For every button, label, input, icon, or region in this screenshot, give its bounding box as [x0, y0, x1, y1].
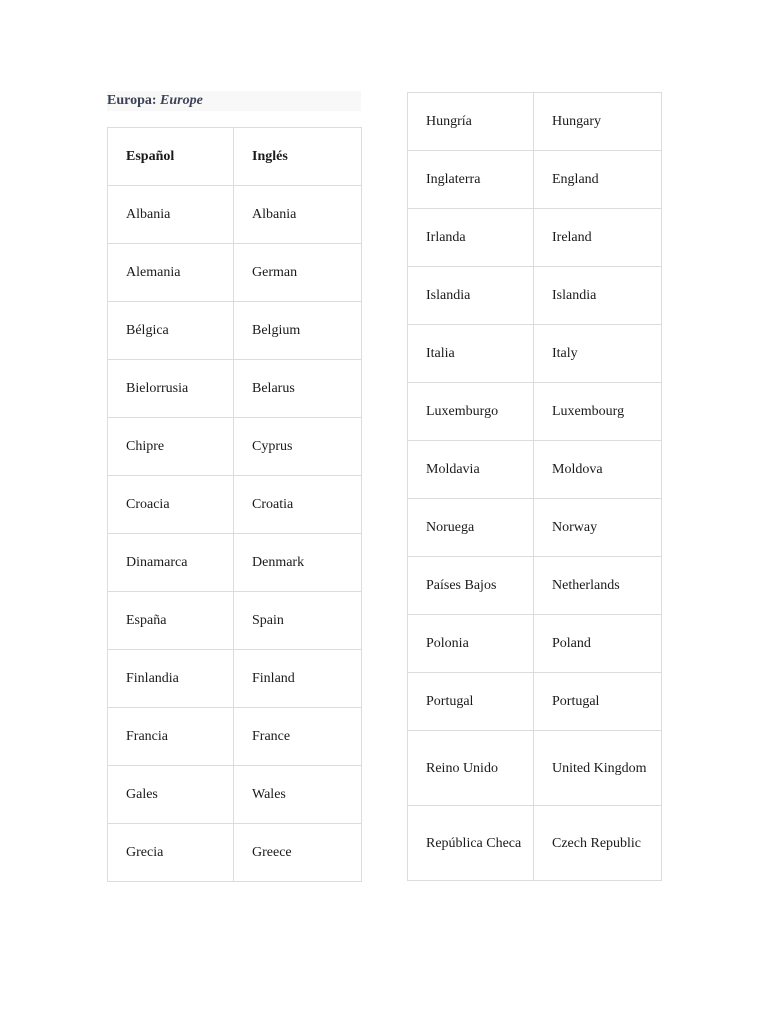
- column-header-english: Inglés: [234, 128, 362, 186]
- spanish-name-cell: Francia: [108, 708, 234, 766]
- spanish-name-cell: Países Bajos: [408, 557, 534, 615]
- spanish-name-cell: Bélgica: [108, 302, 234, 360]
- column-header-spanish: Español: [108, 128, 234, 186]
- table-row: [408, 806, 662, 881]
- english-name-cell: Wales: [234, 766, 362, 824]
- spanish-name-cell: Portugal: [408, 673, 534, 731]
- english-name-cell: German: [234, 244, 362, 302]
- english-name-cell: Norway: [534, 499, 662, 557]
- section-heading: [107, 91, 361, 111]
- table-row: [408, 441, 662, 499]
- english-name-cell: Albania: [234, 186, 362, 244]
- spanish-name-cell: Gales: [108, 766, 234, 824]
- spanish-name-cell: Luxemburgo: [408, 383, 534, 441]
- english-name-cell: United Kingdom: [534, 731, 662, 806]
- english-name-cell: Finland: [234, 650, 362, 708]
- table-row: [408, 209, 662, 267]
- spanish-name-cell: Polonia: [408, 615, 534, 673]
- english-name-cell: Portugal: [534, 673, 662, 731]
- spanish-name-cell: Albania: [108, 186, 234, 244]
- english-name-cell: Luxembourg: [534, 383, 662, 441]
- english-name-cell: Denmark: [234, 534, 362, 592]
- table-row: [108, 766, 362, 824]
- spanish-name-cell: Alemania: [108, 244, 234, 302]
- spanish-name-cell: República Checa: [408, 806, 534, 881]
- spanish-name-cell: Italia: [408, 325, 534, 383]
- table-row: [108, 186, 362, 244]
- english-name-cell: Croatia: [234, 476, 362, 534]
- heading-english: Europe: [160, 93, 203, 108]
- table-row: [108, 592, 362, 650]
- spanish-name-cell: España: [108, 592, 234, 650]
- spanish-name-cell: Reino Unido: [408, 731, 534, 806]
- spanish-name-cell: Dinamarca: [108, 534, 234, 592]
- table-row: [108, 302, 362, 360]
- english-name-cell: Cyprus: [234, 418, 362, 476]
- table-row: [108, 650, 362, 708]
- english-name-cell: Netherlands: [534, 557, 662, 615]
- spanish-name-cell: Chipre: [108, 418, 234, 476]
- english-name-cell: Czech Republic: [534, 806, 662, 881]
- english-name-cell: Islandia: [534, 267, 662, 325]
- spanish-name-cell: Grecia: [108, 824, 234, 882]
- table-row: [408, 499, 662, 557]
- english-name-cell: Spain: [234, 592, 362, 650]
- english-name-cell: Belarus: [234, 360, 362, 418]
- english-name-cell: Hungary: [534, 93, 662, 151]
- english-name-cell: Italy: [534, 325, 662, 383]
- spanish-name-cell: Bielorrusia: [108, 360, 234, 418]
- spanish-name-cell: Finlandia: [108, 650, 234, 708]
- table-header-row: [108, 128, 362, 186]
- english-name-cell: England: [534, 151, 662, 209]
- table-row: [108, 360, 362, 418]
- spanish-name-cell: Inglaterra: [408, 151, 534, 209]
- countries-table-left: [107, 127, 362, 882]
- table-row: [108, 244, 362, 302]
- countries-table-right: [407, 92, 662, 881]
- table-row: [108, 824, 362, 882]
- heading-spanish: Europa:: [107, 93, 157, 108]
- spanish-name-cell: Moldavia: [408, 441, 534, 499]
- spanish-name-cell: Croacia: [108, 476, 234, 534]
- table-row: [408, 267, 662, 325]
- table-row: [408, 673, 662, 731]
- spanish-name-cell: Hungría: [408, 93, 534, 151]
- english-name-cell: Belgium: [234, 302, 362, 360]
- table-row: [408, 93, 662, 151]
- table-row: [408, 615, 662, 673]
- spanish-name-cell: Irlanda: [408, 209, 534, 267]
- table-row: [108, 534, 362, 592]
- table-row: [108, 418, 362, 476]
- table-row: [408, 151, 662, 209]
- spanish-name-cell: Noruega: [408, 499, 534, 557]
- english-name-cell: Moldova: [534, 441, 662, 499]
- table-row: [408, 383, 662, 441]
- table-row: [408, 325, 662, 383]
- table-row: [108, 708, 362, 766]
- spanish-name-cell: Islandia: [408, 267, 534, 325]
- english-name-cell: Ireland: [534, 209, 662, 267]
- english-name-cell: France: [234, 708, 362, 766]
- table-row: [408, 557, 662, 615]
- english-name-cell: Poland: [534, 615, 662, 673]
- english-name-cell: Greece: [234, 824, 362, 882]
- table-row: [408, 731, 662, 806]
- table-row: [108, 476, 362, 534]
